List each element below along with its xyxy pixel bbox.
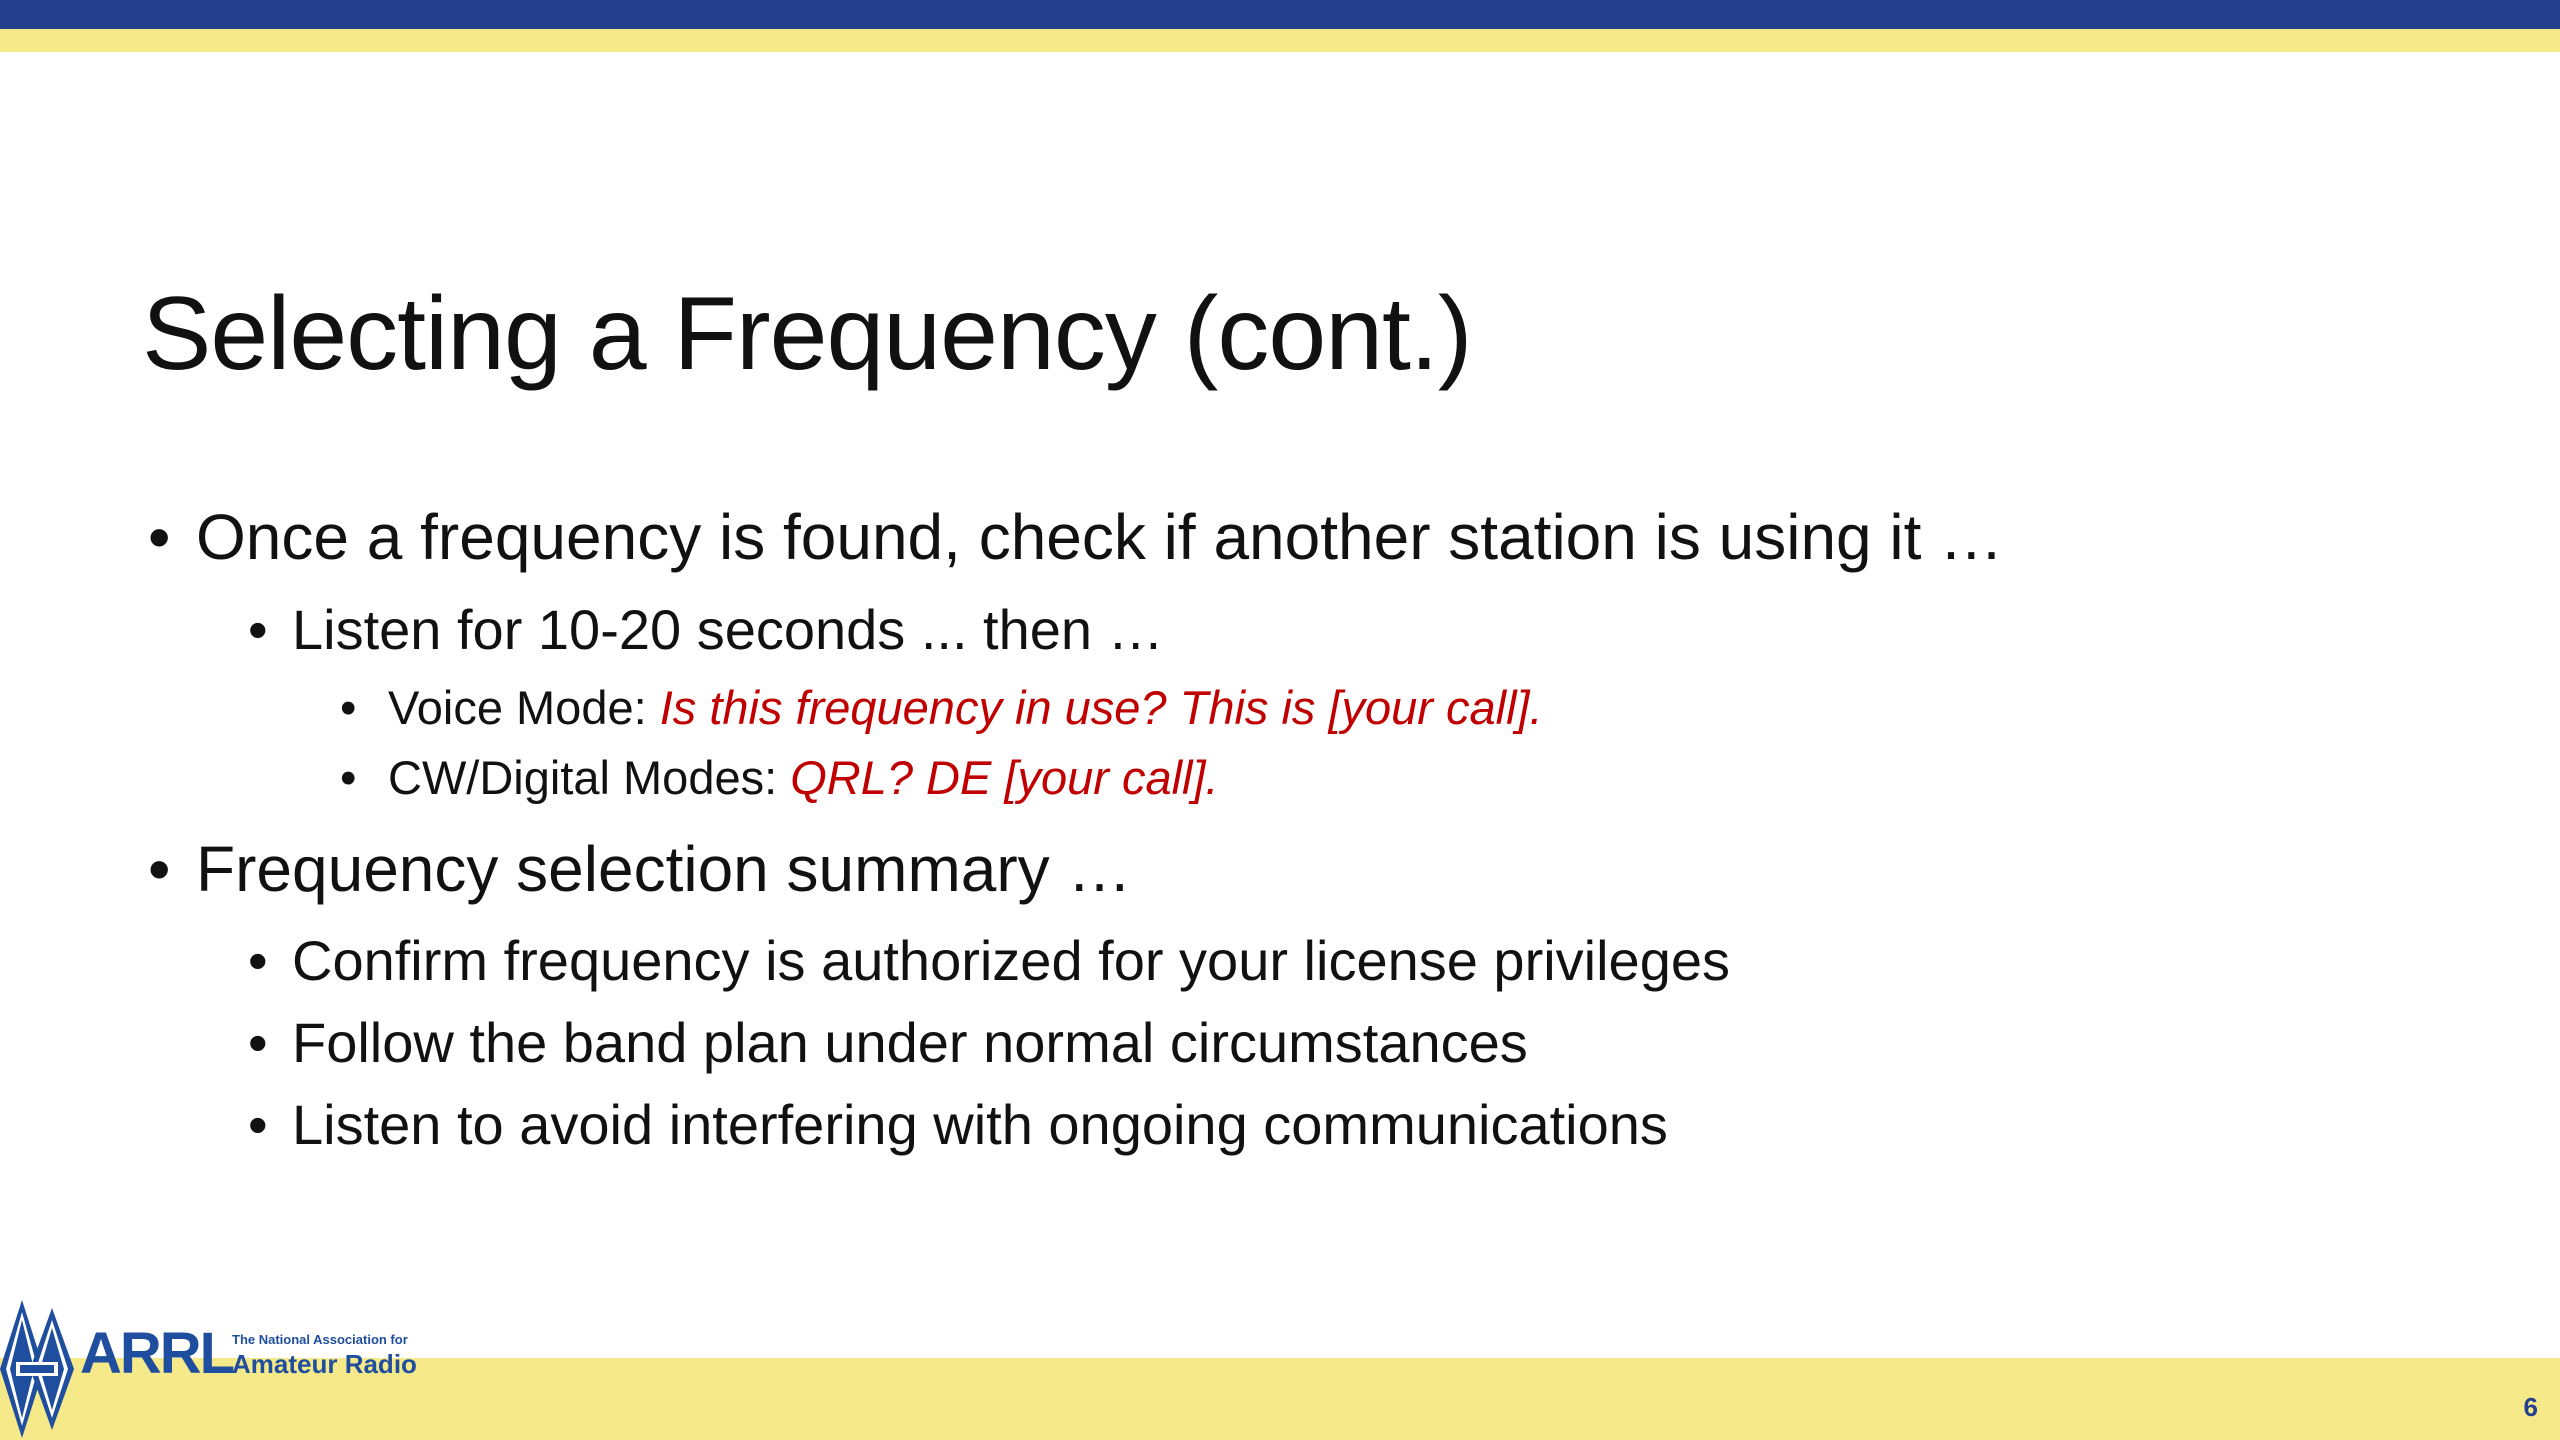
- slide-title: Selecting a Frequency (cont.): [142, 276, 1472, 392]
- bullet-dot: •: [148, 833, 171, 905]
- arrl-logo: [0, 1298, 450, 1440]
- top-yellow-band: [0, 29, 2560, 52]
- bullet-dot: •: [248, 929, 268, 992]
- bullet-level2: [248, 928, 1730, 993]
- bullet-emphasis: QRL? DE [your call].: [790, 751, 1219, 804]
- bullet-level1: [148, 500, 2004, 574]
- bullet-text: Follow the band plan under normal circumstances: [292, 1011, 1528, 1074]
- bullet-dot: •: [248, 1011, 268, 1074]
- bullet-level2: [248, 597, 1164, 662]
- bullet-text: Confirm frequency is authorized for your license privileges: [292, 929, 1730, 992]
- bullet-level3: [340, 680, 1543, 735]
- bullet-label: CW/Digital Modes:: [388, 751, 791, 804]
- bullet-emphasis: Is this frequency in use? This is [your call].: [659, 681, 1543, 734]
- bullet-text: Listen to avoid interfering with ongoing communications: [292, 1093, 1668, 1156]
- bullet-level1: [148, 832, 1132, 906]
- bullet-dot: •: [340, 751, 357, 804]
- bullet-dot: •: [248, 1093, 268, 1156]
- bullet-level2: [248, 1092, 1668, 1157]
- diamond-emblem-icon: [0, 1298, 80, 1440]
- top-blue-band: [0, 0, 2560, 29]
- bullet-label: Voice Mode:: [388, 681, 660, 734]
- logo-tagline-large: Amateur Radio: [232, 1349, 417, 1379]
- logo-tagline-small: The National Association for: [232, 1332, 408, 1347]
- bullet-text: Frequency selection summary …: [196, 833, 1132, 905]
- page-number: 6: [2523, 1392, 2538, 1422]
- bullet-dot: •: [248, 598, 268, 661]
- bullet-text: Listen for 10-20 seconds ... then …: [292, 598, 1164, 661]
- bullet-level3: [340, 750, 1219, 805]
- bullet-dot: •: [148, 501, 171, 573]
- bullet-level2: [248, 1010, 1528, 1075]
- logo-wordmark: ARRL: [80, 1321, 234, 1386]
- bullet-dot: •: [340, 681, 357, 734]
- bullet-text: Once a frequency is found, check if another station is using it …: [196, 501, 2004, 573]
